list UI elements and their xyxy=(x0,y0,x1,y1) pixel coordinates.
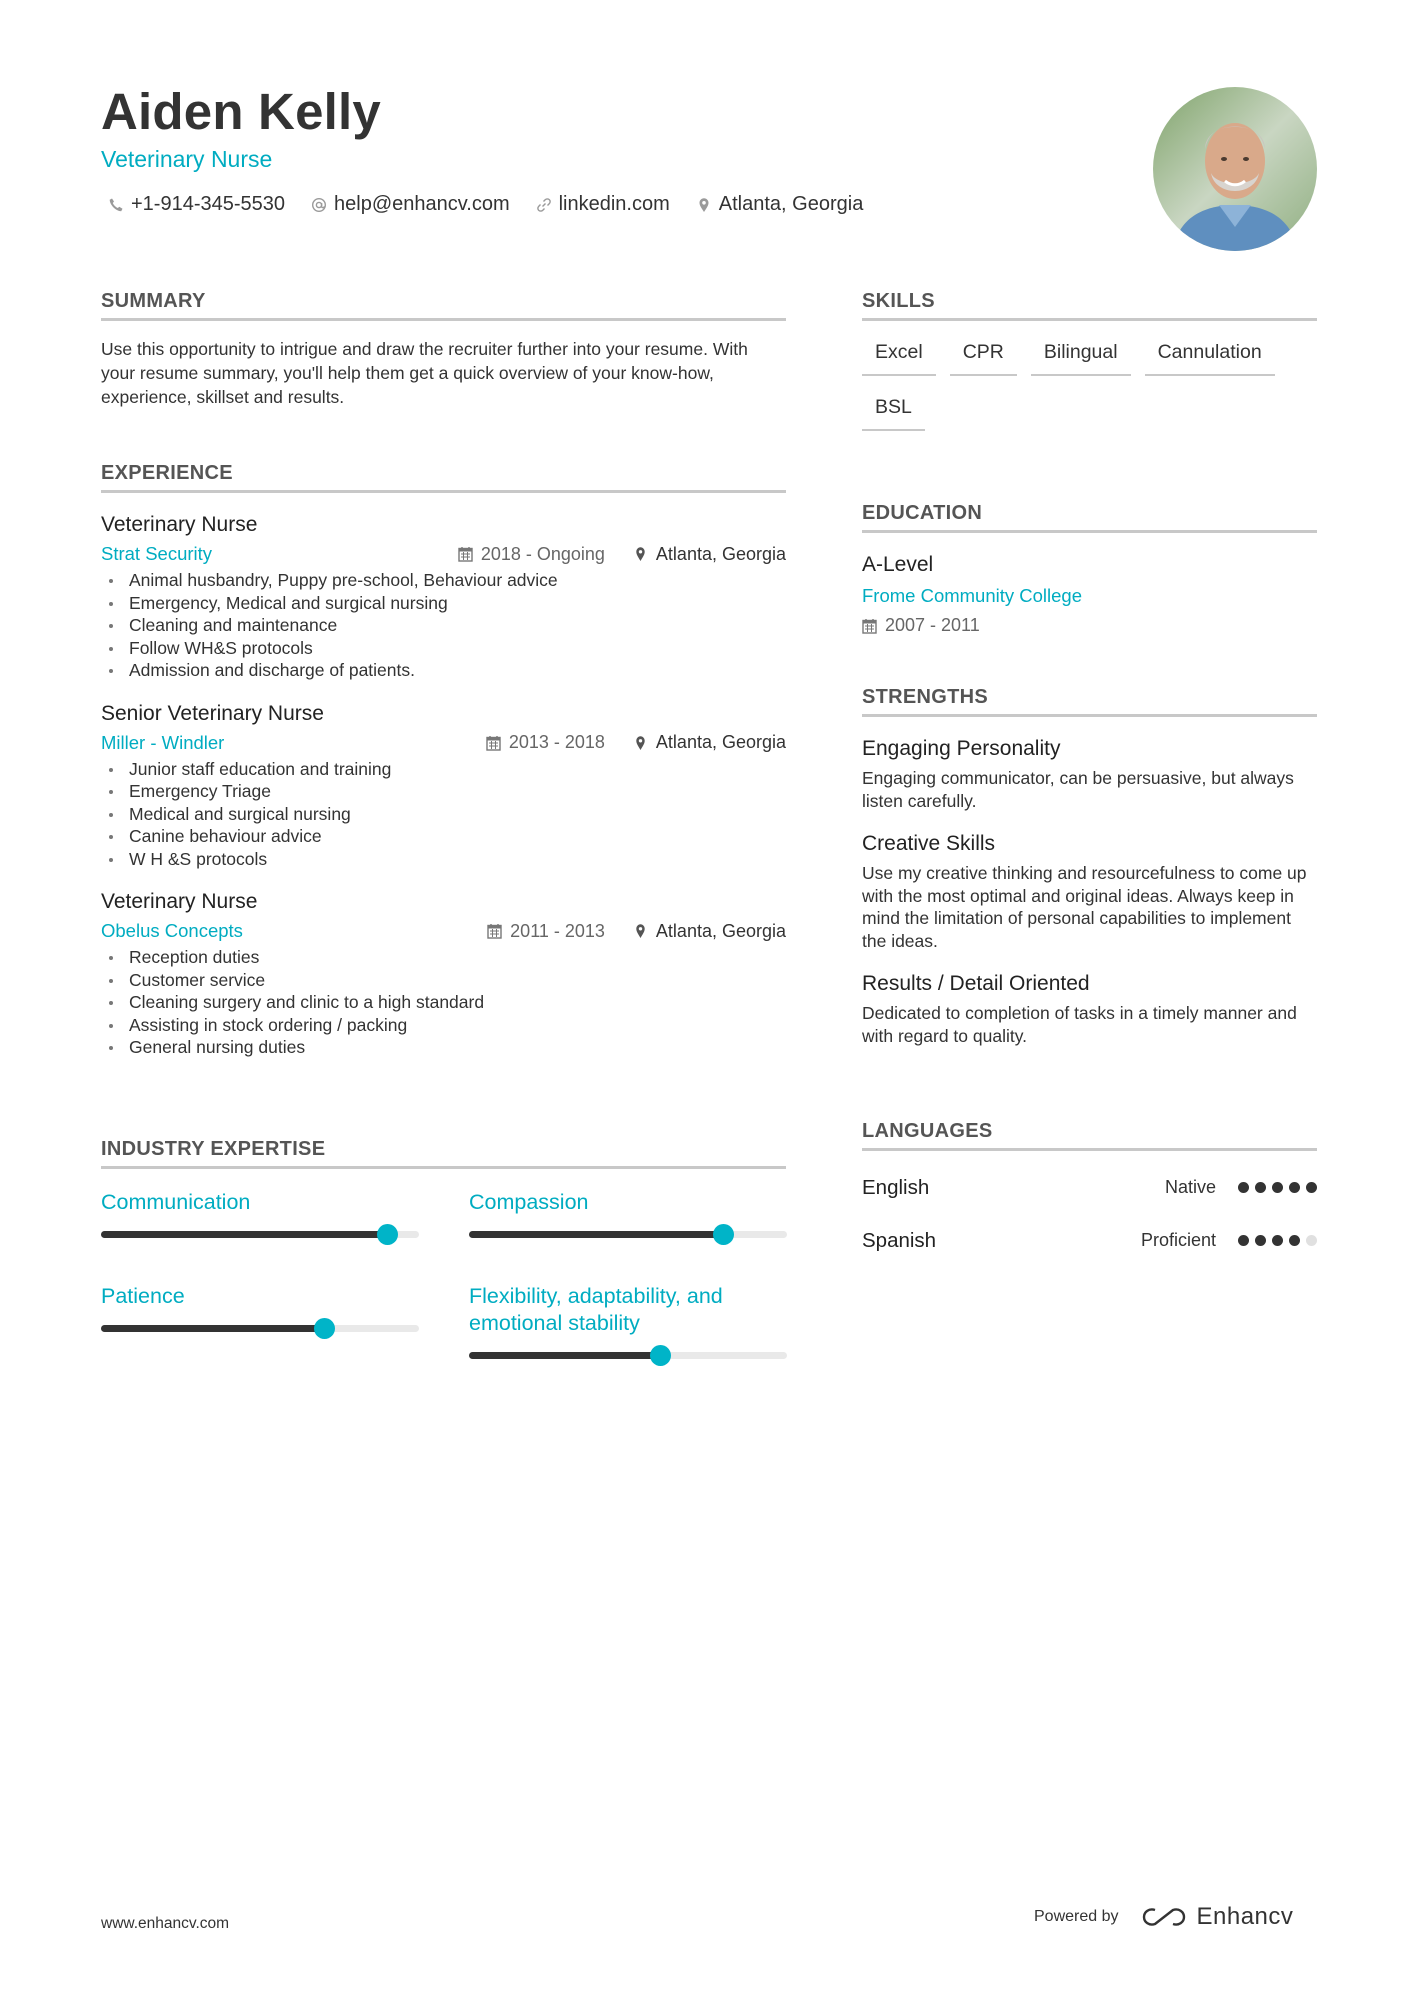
job-bullet: Cleaning and maintenance xyxy=(129,614,786,637)
expertise-bar-fill xyxy=(469,1352,660,1359)
level-dot xyxy=(1255,1235,1266,1246)
job-dates-text: 2013 - 2018 xyxy=(508,732,605,752)
brand-name: Enhancv xyxy=(1196,1903,1294,1930)
job-company: Obelus Concepts xyxy=(101,920,243,941)
education-degree: A-Level xyxy=(862,553,934,576)
education-section xyxy=(862,502,1317,636)
contact-row xyxy=(108,193,863,216)
expertise-grid xyxy=(101,1189,786,1379)
expertise-bar-knob xyxy=(314,1318,335,1339)
expertise-bar-fill xyxy=(101,1231,387,1238)
at-icon xyxy=(311,197,327,213)
job-title: Veterinary Nurse xyxy=(101,890,258,913)
language-row xyxy=(862,1171,1317,1204)
level-dot xyxy=(1289,1235,1300,1246)
job-bullets xyxy=(101,946,786,1059)
job-meta-right xyxy=(486,732,786,753)
calendar-icon xyxy=(458,546,473,562)
strength-title: Results / Detail Oriented xyxy=(862,972,1090,995)
expertise-label: Communication xyxy=(101,1190,251,1214)
job-location xyxy=(633,544,786,565)
expertise-item xyxy=(469,1189,787,1238)
location-icon xyxy=(633,923,648,939)
job-bullet: Cleaning surgery and clinic to a high standard xyxy=(129,991,786,1014)
link-icon xyxy=(536,197,552,213)
expertise-item xyxy=(101,1189,419,1238)
job-bullets xyxy=(101,758,786,871)
language-level-group xyxy=(1141,1230,1317,1251)
language-level: Proficient xyxy=(1140,1230,1216,1250)
job-bullet: Animal husbandry, Puppy pre-school, Behaviour advice xyxy=(129,569,786,592)
strength-item xyxy=(862,972,1317,1047)
location-icon xyxy=(633,546,648,562)
calendar-icon xyxy=(487,923,502,939)
languages-heading: LANGUAGES xyxy=(862,1120,1317,1151)
job-bullet: Customer service xyxy=(129,969,786,992)
job-bullets xyxy=(101,569,786,682)
level-dot xyxy=(1255,1182,1266,1193)
contact-linkedin-text: linkedin.com xyxy=(558,193,670,215)
candidate-role: Veterinary Nurse xyxy=(101,146,273,172)
education-dates-text: 2007 - 2011 xyxy=(885,615,980,635)
skill-tag: Bilingual xyxy=(1031,341,1131,376)
job-dates xyxy=(458,544,605,565)
contact-location xyxy=(696,193,864,216)
expertise-label: Flexibility, adaptability, and emotional stability xyxy=(469,1284,723,1335)
experience-section xyxy=(101,462,786,1059)
job-meta-right xyxy=(487,921,786,942)
job-meta xyxy=(101,732,786,754)
job-dates-text: 2011 - 2013 xyxy=(510,920,605,941)
location-icon xyxy=(696,197,712,213)
level-dot xyxy=(1272,1182,1283,1193)
job-bullet: W H &S protocols xyxy=(129,848,786,871)
brand-logo[interactable] xyxy=(1141,1903,1294,1931)
job-location xyxy=(633,921,786,942)
summary-section xyxy=(101,290,786,409)
location-icon xyxy=(633,735,648,751)
strength-item xyxy=(862,737,1317,812)
expertise-label: Patience xyxy=(101,1284,185,1308)
skills-section xyxy=(862,290,1317,431)
job-title: Senior Veterinary Nurse xyxy=(101,701,324,725)
skills-heading: SKILLS xyxy=(862,290,1317,321)
expertise-heading: INDUSTRY EXPERTISE xyxy=(101,1138,786,1169)
strengths-section xyxy=(862,686,1317,1047)
calendar-icon xyxy=(862,618,877,634)
job-bullet: Junior staff education and training xyxy=(129,758,786,781)
skills-list xyxy=(862,341,1317,431)
summary-heading: SUMMARY xyxy=(101,290,786,321)
skill-tag: Excel xyxy=(862,341,936,376)
level-dot xyxy=(1306,1235,1317,1246)
expertise-bar-knob xyxy=(377,1224,398,1245)
expertise-item xyxy=(469,1283,787,1359)
strength-desc: Dedicated to completion of tasks in a timely manner and with regard to quality. xyxy=(862,1003,1297,1046)
enhancv-logo-icon xyxy=(1141,1906,1187,1928)
job-bullet: Medical and surgical nursing xyxy=(129,803,786,826)
language-level: Native xyxy=(1164,1177,1216,1197)
strength-desc: Engaging communicator, can be persuasive, but always listen carefully. xyxy=(862,768,1294,811)
skill-tag: CPR xyxy=(950,341,1017,376)
expertise-bar-fill xyxy=(101,1325,324,1332)
job-title: Veterinary Nurse xyxy=(101,513,258,536)
job-bullet: Canine behaviour advice xyxy=(129,825,786,848)
experience-heading: EXPERIENCE xyxy=(101,462,786,493)
footer-website[interactable]: www.enhancv.com xyxy=(101,1915,230,1932)
expertise-bar xyxy=(101,1231,419,1238)
job-bullet: Reception duties xyxy=(129,946,786,969)
languages-section xyxy=(862,1120,1317,1257)
job-meta xyxy=(101,920,786,942)
expertise-bar-knob xyxy=(650,1345,671,1366)
expertise-item xyxy=(101,1283,419,1332)
education-school: Frome Community College xyxy=(862,585,1083,606)
job-entry xyxy=(101,513,786,682)
strength-title: Engaging Personality xyxy=(862,737,1061,760)
skill-tag: BSL xyxy=(862,396,925,431)
education-heading: EDUCATION xyxy=(862,502,1317,533)
job-dates-text: 2018 - Ongoing xyxy=(480,543,605,564)
language-dots xyxy=(1238,1182,1317,1193)
expertise-bar xyxy=(469,1352,787,1359)
job-dates xyxy=(486,732,605,753)
job-location-text: Atlanta, Georgia xyxy=(655,920,786,941)
job-dates xyxy=(487,921,605,942)
job-company: Strat Security xyxy=(101,543,213,564)
job-meta-right xyxy=(458,544,786,565)
level-dot xyxy=(1306,1182,1317,1193)
job-location-text: Atlanta, Georgia xyxy=(655,543,786,564)
education-dates xyxy=(862,615,1317,636)
footer-branding xyxy=(1034,1903,1293,1931)
strength-desc: Use my creative thinking and resourcefulness to come up with the most optimal and original ideas. Always keep in mind the limitation of personal capabilities to implement the ideas. xyxy=(862,863,1307,951)
strengths-heading: STRENGTHS xyxy=(862,686,1317,717)
job-location-text: Atlanta, Georgia xyxy=(655,732,786,752)
level-dot xyxy=(1238,1235,1249,1246)
expertise-bar-fill xyxy=(469,1231,723,1238)
expertise-bar xyxy=(101,1325,419,1332)
expertise-bar-knob xyxy=(713,1224,734,1245)
language-level-group xyxy=(1165,1177,1317,1198)
language-row xyxy=(862,1224,1317,1257)
skill-tag: Cannulation xyxy=(1145,341,1275,376)
contact-location-text: Atlanta, Georgia xyxy=(718,193,864,215)
job-meta xyxy=(101,543,786,565)
job-bullet: Assisting in stock ordering / packing xyxy=(129,1014,786,1037)
strength-title: Creative Skills xyxy=(862,832,996,855)
job-entry xyxy=(101,890,786,1059)
language-name: Spanish xyxy=(862,1228,937,1252)
job-bullet: Emergency Triage xyxy=(129,780,786,803)
job-bullet: General nursing duties xyxy=(129,1036,786,1059)
contact-phone xyxy=(108,193,285,216)
profile-photo xyxy=(1153,87,1317,251)
job-bullet: Follow WH&S protocols xyxy=(129,637,786,660)
level-dot xyxy=(1238,1182,1249,1193)
job-entry xyxy=(101,702,786,871)
language-name: English xyxy=(862,1175,930,1199)
contact-email[interactable] xyxy=(311,193,510,216)
expertise-label: Compassion xyxy=(469,1190,589,1214)
contact-linkedin[interactable] xyxy=(536,193,670,216)
expertise-section xyxy=(101,1138,786,1379)
job-bullet: Admission and discharge of patients. xyxy=(129,659,786,682)
level-dot xyxy=(1272,1235,1283,1246)
expertise-bar xyxy=(469,1231,787,1238)
job-bullet: Emergency, Medical and surgical nursing xyxy=(129,592,786,615)
job-company: Miller - Windler xyxy=(101,731,225,753)
language-dots xyxy=(1238,1235,1317,1246)
contact-email-text: help@enhancv.com xyxy=(334,193,510,215)
job-location xyxy=(633,732,786,753)
candidate-name: Aiden Kelly xyxy=(101,83,381,140)
contact-phone-text: +1-914-345-5530 xyxy=(131,193,286,215)
strength-item xyxy=(862,832,1317,952)
summary-text: Use this opportunity to intrigue and draw the recruiter further into your resume. With your resume summary, you'll help them get a quick overview of your know-how, experience, skillset and results. xyxy=(101,339,748,407)
powered-by-label: Powered by xyxy=(1034,1908,1119,1925)
phone-icon xyxy=(108,197,124,213)
level-dot xyxy=(1289,1182,1300,1193)
calendar-icon xyxy=(486,735,501,751)
